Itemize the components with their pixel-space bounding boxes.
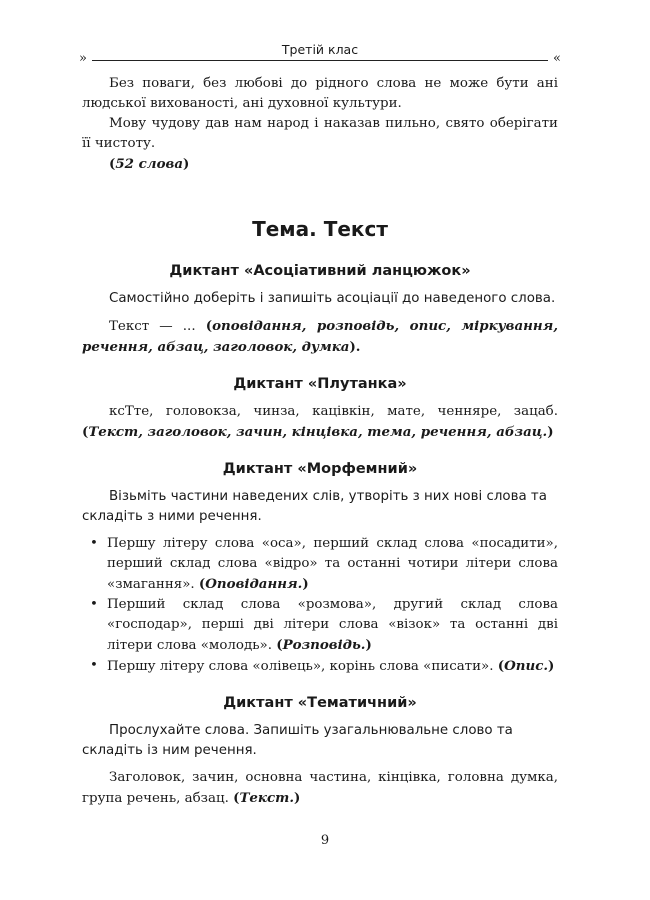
list-item: • Перший склад слова «розмова», другий склад слова «господар», перші дві літери слова «візок» та останні дві літери слова «молодь». (Розповідь.)	[90, 597, 558, 653]
header-title: Третій клас	[281, 42, 359, 57]
section-title-mixup: Диктант «Плутанка»	[233, 376, 407, 392]
section4-task: Заголовок, зачин, основна частина, кінцівка, головна думка, група речень, абзац. (Текст.)	[82, 770, 558, 806]
section3-list	[82, 534, 558, 677]
section1-task: Текст — ... (оповідання, розповідь, опис, міркування, речення, абзац, заголовок, думка).	[82, 318, 558, 355]
list-item: • Першу літеру слова «олівець», корінь слова «писати». (Опис.)	[90, 658, 555, 674]
section3-instruction: Візьміть частини наведених слів, утворіть з них нові слова та складіть з ними речення.	[82, 489, 547, 524]
list-item: • Першу літеру слова «оса», перший склад слова «посадити», перший склад слова «відро» та останні чотири літери слова «змагання». (Оповідання.)	[90, 536, 558, 592]
intro-paragraph-2: Мову чудову дав нам народ і наказав пильно, свято оберігати її чистоту.	[82, 116, 558, 151]
bullet: •	[90, 597, 98, 612]
page-content	[82, 74, 558, 809]
section4-instruction: Прослухайте слова. Запишіть узагальнювальне слово та складіть із ним речення.	[82, 723, 513, 758]
word-count: (52 слова)	[109, 156, 190, 172]
header-rule	[92, 60, 548, 61]
bullet: •	[90, 658, 98, 673]
running-header	[79, 42, 561, 66]
section-title-morphemic: Диктант «Морфемний»	[222, 461, 418, 477]
bullet: •	[90, 536, 98, 551]
header-quote-right: «	[553, 51, 561, 66]
page-number: 9	[320, 833, 330, 848]
section1-instruction: Самостійно доберіть і запишіть асоціації до наведеного слова.	[109, 291, 556, 306]
header-quote-left: »	[79, 51, 87, 66]
section-title-associative: Диктант «Асоціативний ланцюжок»	[169, 263, 471, 279]
section-title-thematic: Диктант «Тематичний»	[223, 695, 417, 711]
theme-title: Тема. Текст	[252, 217, 388, 241]
intro-paragraph-1: Без поваги, без любові до рідного слова не може бути ані людської вихованості, ані духовної культури.	[82, 76, 558, 111]
section2-task: ксТте, головокза, чинза, кацівкін, мате, ченняре, зацаб. (Текст, заголовок, зачин, кінцівка, тема, речення, абзац.)	[82, 404, 558, 440]
